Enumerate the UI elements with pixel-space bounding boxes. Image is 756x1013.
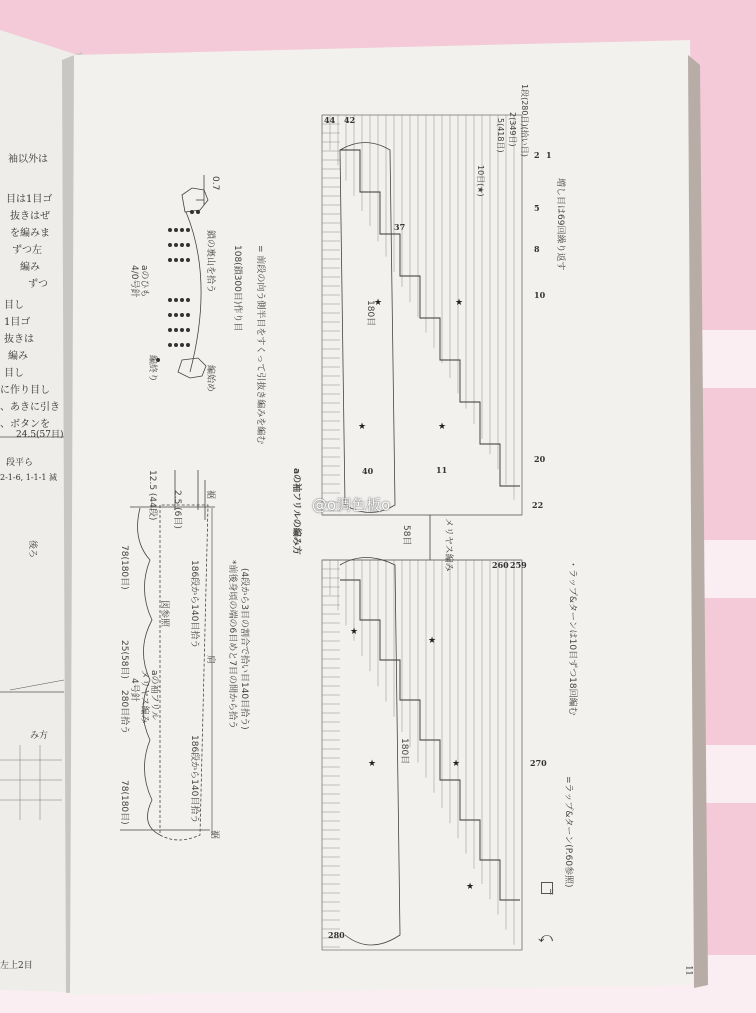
left-text-line: 、あきに引き <box>0 402 60 413</box>
chart-row-label: 5(418目) <box>496 118 505 153</box>
schematic-note-2: (4段から3目の割合で拾い目140目拾う) <box>239 568 249 730</box>
row-mark: 37 <box>394 222 406 232</box>
cord-width-label: 0.7 <box>210 176 220 191</box>
cord-start-label: 編始め <box>205 365 215 393</box>
chart-row-label: 10目(★) <box>476 165 485 197</box>
schematic-shoulder: 肩 <box>205 655 215 665</box>
schematic-see-chart: 図参照 <box>159 600 169 628</box>
star-marker: ★ <box>350 627 359 637</box>
stitch-mark: 270 <box>530 758 547 768</box>
watermark: @o调色板o <box>312 496 391 514</box>
chart-wrap-note: ・ラップ&ターンは10目ずつ18回編む <box>567 560 577 716</box>
star-marker: ★ <box>452 759 461 769</box>
chart-count-top: 180目 <box>365 300 375 327</box>
schematic-width-center: 25(58目) <box>119 640 129 679</box>
schematic-needle: 4号針 <box>129 678 139 702</box>
left-text-line: 編み <box>20 262 40 273</box>
row-mark: 20 <box>534 454 546 464</box>
row-mark: 22 <box>532 500 544 510</box>
stitch-mark: 260 <box>492 560 509 570</box>
cord-title: aのひも <box>139 265 149 298</box>
chart-wrap-ref: =ラップ&ターン(P.60参照) <box>563 776 573 888</box>
schematic-note-1: *前後身頃の端の6目めと7目の間から拾う <box>227 560 237 729</box>
left-bottom-label: み方 <box>30 731 49 741</box>
row-mark: 5 <box>534 203 540 213</box>
schematic-height-right: 2.5 (6目) <box>172 490 182 529</box>
cord-pick-up: 鎖の裏山を拾う <box>205 230 215 294</box>
schematic-pick-a: 186段から140目拾う <box>189 735 199 824</box>
left-text-line: 抜きはぜ <box>10 211 50 222</box>
schematic-width-right: 78(180目) <box>119 545 129 590</box>
chart-row-label: 1段(280目)(拾い目) <box>520 84 529 157</box>
chart-increase-note: 増し目は69回繰り返す <box>555 178 565 271</box>
left-back-label: 後ろ <box>27 540 37 559</box>
cord-cast-on: 108(鎖300目)作り目 <box>232 245 242 332</box>
left-text-line: ずつ左 <box>12 245 42 256</box>
chart-legend-blank: = <box>546 888 556 896</box>
stitch-mark: 280 <box>328 930 345 940</box>
row-mark: 44 <box>324 115 336 125</box>
schematic-pick-b: 186段から140目拾う <box>189 560 199 649</box>
left-dimension: 24.5(57目) <box>16 430 64 440</box>
left-rows-label: 段平ら <box>6 458 34 468</box>
legend-blank-square-icon <box>541 882 553 894</box>
star-marker: ★ <box>466 882 475 892</box>
row-mark: 11 <box>436 465 448 475</box>
stitch-mark: 259 <box>510 560 527 570</box>
schematic-center-name: aの袖フリル <box>149 670 159 721</box>
schematic-stitch: メリヤス編み <box>139 670 149 724</box>
schematic-cuff-bottom: 裾 <box>209 830 219 840</box>
left-text-line: 抜きは <box>4 334 34 345</box>
row-mark: 1 <box>546 150 552 160</box>
star-marker: ★ <box>455 298 464 308</box>
cord-end-label: 編終り <box>147 355 157 383</box>
left-footer-text: 左上2目 <box>0 961 33 971</box>
schematic-cuff-top: 裾 <box>205 490 215 500</box>
schematic-width-left: 78(180目) <box>119 780 129 825</box>
star-marker: ★ <box>358 422 367 432</box>
row-mark: 40 <box>362 466 374 476</box>
left-text-line: 目は1目ゴ <box>6 194 53 205</box>
left-text-line: 袖以外は <box>8 154 48 165</box>
chart-count-58: 58目 <box>401 525 411 546</box>
star-marker: ★ <box>438 422 447 432</box>
chart-center-label: メリヤス編み <box>443 518 453 572</box>
star-marker: ★ <box>428 636 437 646</box>
row-mark: 10 <box>534 290 546 300</box>
row-mark: 42 <box>344 115 356 125</box>
cord-legend-note: = 前段の向う側半目をすくって引抜き編みを編む <box>255 245 265 445</box>
chart-count-bottom: 180目 <box>399 738 409 765</box>
left-text-line: を編みま <box>10 228 50 239</box>
left-text-line: 、ボタンを <box>0 419 50 430</box>
row-mark: 2 <box>534 150 540 160</box>
left-text-line: 編み <box>8 351 28 362</box>
left-text-line: 目し <box>4 368 24 379</box>
right-page <box>70 40 708 995</box>
cord-needle: 4/0号針 <box>129 265 139 298</box>
schematic-height-top: 12.5 (44段) <box>147 470 157 521</box>
left-text-line: 目し <box>4 300 24 311</box>
row-mark: 8 <box>534 244 540 254</box>
left-text-line: ずつ <box>28 279 48 290</box>
legend-wrap-turn-icon: ⤺ <box>538 930 553 946</box>
chart-title: aの袖フリルの編み方 <box>291 468 301 555</box>
chart-row-label: 2(349目) <box>508 112 517 147</box>
left-decrease-rules: 2-1-6, 1-1-1 減 <box>0 473 57 482</box>
page-number: 11 <box>684 965 694 976</box>
schematic-count: 280目拾う <box>119 690 129 735</box>
left-text-line: 1目ゴ <box>4 317 31 328</box>
star-marker: ★ <box>374 298 383 308</box>
star-marker: ★ <box>368 759 377 769</box>
left-text-line: に作り目し <box>0 385 50 396</box>
